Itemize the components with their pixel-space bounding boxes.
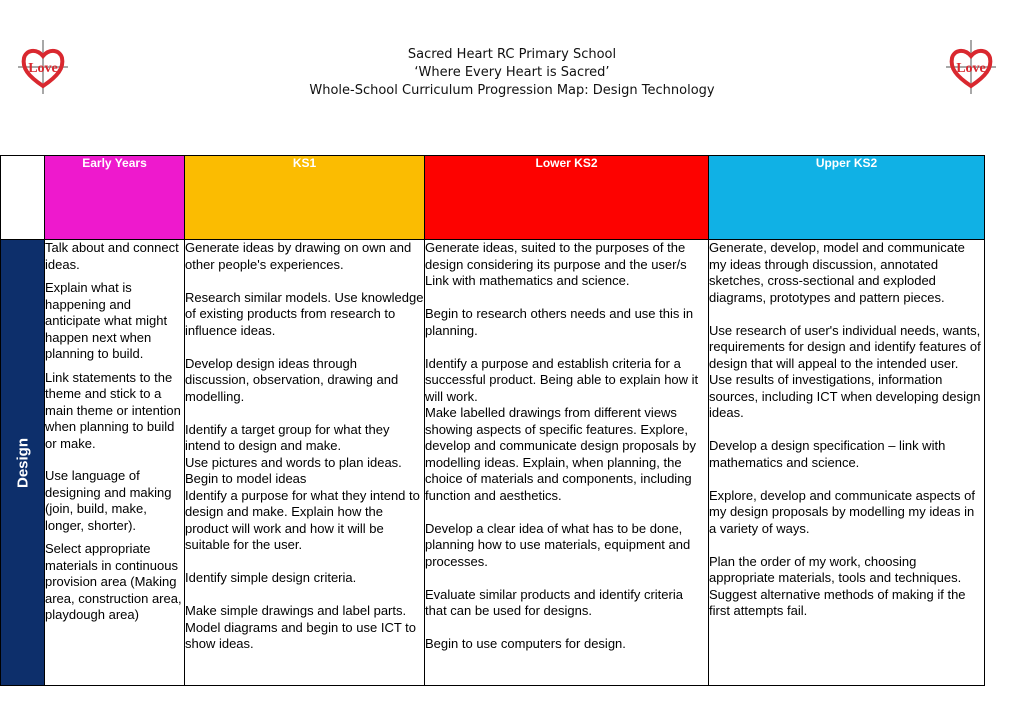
map-title: Whole-School Curriculum Progression Map: Design Technology bbox=[309, 83, 715, 98]
list-item: Generate, develop, model and communicate my ideas through discussion, annotated sketches, cross-sectional and exploded diagrams, prototypes and pattern pieces. bbox=[709, 240, 965, 305]
table-corner bbox=[1, 156, 45, 240]
cell-ks1 bbox=[185, 240, 425, 686]
list-item: Link statements to the theme and stick to a main theme or intention when planning to build or make. bbox=[45, 369, 181, 451]
list-item: Make labelled drawings from different views showing aspects of specific features. Explore, develop and communicate design proposals by modelling ideas. Explain, when planning, the choice of materials and components, including function and aesthetics. bbox=[425, 405, 697, 503]
list-item: Develop design ideas through discussion, observation, drawing and modelling. bbox=[185, 355, 399, 404]
progression-map-table bbox=[0, 155, 985, 686]
list-item: Begin to research others needs and use this in planning. bbox=[425, 306, 694, 338]
row-label: Design bbox=[14, 437, 31, 488]
list-item: Identify a purpose and establish criteria for a successful product. Being able to explain how it will work. bbox=[425, 355, 699, 404]
list-item: Develop a clear idea of what has to be done, planning how to use materials, equipment and processes. bbox=[425, 520, 691, 569]
school-motto: ‘Where Every Heart is Sacred’ bbox=[414, 65, 610, 80]
cell-early-years bbox=[45, 240, 185, 686]
cell-lower-ks2 bbox=[425, 240, 709, 686]
list-item: Use pictures and words to plan ideas. bbox=[185, 454, 402, 470]
row-header-design bbox=[1, 240, 45, 686]
list-item: Plan the order of my work, choosing appropriate materials, tools and techniques. Suggest alternative methods of making if the first attempts fail. bbox=[709, 553, 966, 618]
svg-text:Love: Love bbox=[28, 61, 58, 76]
list-item: Explore, develop and communicate aspects of my design proposals by modelling my ideas in a variety of ways. bbox=[709, 487, 975, 536]
school-name: Sacred Heart RC Primary School bbox=[407, 47, 617, 62]
column-header-ks1: KS1 bbox=[185, 156, 425, 240]
column-header-lower-ks2: Lower KS2 bbox=[425, 156, 709, 240]
list-item: Generate ideas by drawing on own and other people's experiences. bbox=[185, 240, 412, 272]
list-item: Identify a target group for what they intend to design and make. bbox=[185, 421, 390, 453]
list-item: Develop a design specification – link with mathematics and science. bbox=[709, 438, 946, 470]
list-item: Explain what is happening and anticipate what might happen next when planning to build. bbox=[45, 280, 168, 361]
list-item: Evaluate similar products and identify criteria that can be used for designs. bbox=[425, 586, 683, 618]
list-item: Talk about and connect ideas. bbox=[45, 240, 179, 272]
list-item: Begin to use computers for design. bbox=[425, 636, 626, 651]
list-item: Begin to model ideas bbox=[185, 471, 307, 486]
list-item: Identify a purpose for what they intend to design and make. Explain how the product will work and how it will be suitable for the user. bbox=[185, 487, 420, 552]
list-item: Use research of user's individual needs, wants, requirements for design and identify features of design that will appeal to the intended user. Use results of investigations, information sources, including ICT when developing design ideas. bbox=[709, 322, 981, 420]
list-item: Generate ideas, suited to the purposes of the design considering its purpose and the user/s Link with mathematics and science. bbox=[425, 240, 687, 288]
list-item: Select appropriate materials in continuous provision area (Making area, construction area, playdough area) bbox=[45, 541, 182, 622]
list-item: Use language of designing and making (join, build, make, longer, shorter). bbox=[45, 468, 172, 533]
list-item: Make simple drawings and label parts. Model diagrams and begin to use ICT to show ideas. bbox=[185, 603, 417, 651]
document-header bbox=[0, 46, 1024, 100]
list-item: Research similar models. Use knowledge of existing products from research to influence ideas. bbox=[185, 289, 424, 338]
list-item: Identify simple design criteria. bbox=[185, 570, 357, 585]
column-header-upper-ks2: Upper KS2 bbox=[709, 156, 985, 240]
svg-text:Love: Love bbox=[956, 61, 986, 76]
cell-upper-ks2 bbox=[709, 240, 985, 686]
column-header-early-years: Early Years bbox=[45, 156, 185, 240]
